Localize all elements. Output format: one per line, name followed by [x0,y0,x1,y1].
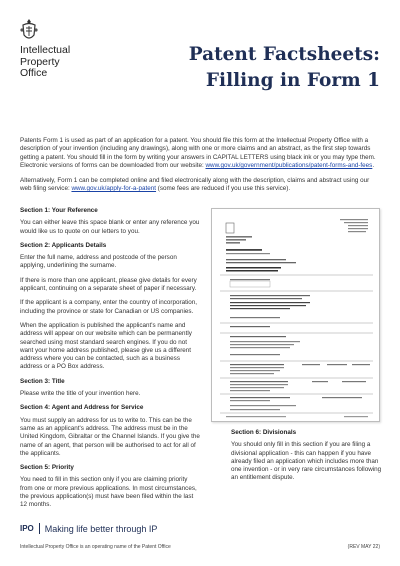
right-column [231,429,383,483]
ipo-logo [20,18,130,80]
section-heading: Section 3: Title [20,377,65,385]
footer-divider [39,523,40,534]
footer-brand [20,523,157,534]
form-preview-image [212,209,381,423]
section-heading: Section 2: Applicants Details [20,241,107,249]
royal-crest-icon [20,18,38,42]
organisation-name: Intellectual Property Office [20,44,71,79]
footer-note: Intellectual Property Office is an operating name of the Patent Office [20,544,171,550]
section-heading: Section 1: Your Reference [20,207,98,214]
web-filing-link[interactable]: www.gov.uk/apply-for-a-patent [71,185,157,193]
patents-form-1-thumbnail [211,208,380,422]
tagline: Making life better through IP [44,523,158,534]
intro-paragraph-2: Alternatively, Form 1 can be completed online and filed electronically along with the description, claims and abstract using our web filing service: www.gov.uk/apply-for-a-patent (some fees are reduced if you use this service). [20,177,370,193]
forms-download-link[interactable]: www.gov.uk/government/publications/patent-forms-and-fees [205,161,373,169]
section-2: Section 2: Applicants Details Enter the full name, address and postcode of the person applying, underlining the surname. If there is more than one applicant, please give details for every applicant, continuing on a separate sheet of paper if necessary. If the applicant is a company, enter the country of incorporation, including the province or state for Canadian or US companies. When the application is published the applicant's name and address will appear on our website which can be permanently searched using most standard search engines. If you do not want your home address published, please give us a different address where you can be contacted, such as a business address or a PO Box address. [20,242,200,372]
page-title: Patent Factsheets: Filling in Form 1 [188,44,380,91]
intro-paragraph-1: Patents Form 1 is used as part of an application for a patent. You should file this form at the Intellectual Property Office with a description of your invention (including any drawings), along with one or more claims and an abstract, as the first step towards getting a patent. You should fill in the form by writing your answers in CAPITAL LETTERS using black ink or you may type them. Electronic versions of forms can be downloaded from our website: www.gov.uk/government/publications/patent-forms-and-fees. [20,137,376,169]
section-3: Section 3: Title Please write the title of your invention here. [20,378,200,399]
section-heading: Section 5: Priority [20,464,74,472]
section-4: Section 4: Agent and Address for Service You must supply an address for us to write to. This can be the same as an applicant's address. The address must be in the United Kingdom, Gibraltar or the Channel Islands. If you give the name of an agent, that person will be authorised to act for all of the applicants. [20,404,200,457]
intro-text [20,137,382,201]
ipo-mark: IPO [20,524,34,533]
section-6: Section 6: Divisionals You should only fill in this section if you are filing a divisional application - this can happen if you have already filed an application which includes more than one invention - or in very rare circumstances following an entitlement dispute. [231,429,382,482]
section-1: Section 1: Your Reference You can either leave this space blank or enter any reference you would like us to quote on our letters to you. [20,207,200,235]
left-column [20,207,200,516]
revision-date: (REV MAY 22) [347,544,380,550]
section-5: Section 5: Priority You need to fill in this section only if you are claiming priority from one or more previous applications. In most circumstances, the previous application(s) must have been filed within the last 12 months. [20,464,200,509]
section-heading: Section 4: Agent and Address for Service [20,404,144,412]
section-heading: Section 6: Divisionals [231,429,297,436]
